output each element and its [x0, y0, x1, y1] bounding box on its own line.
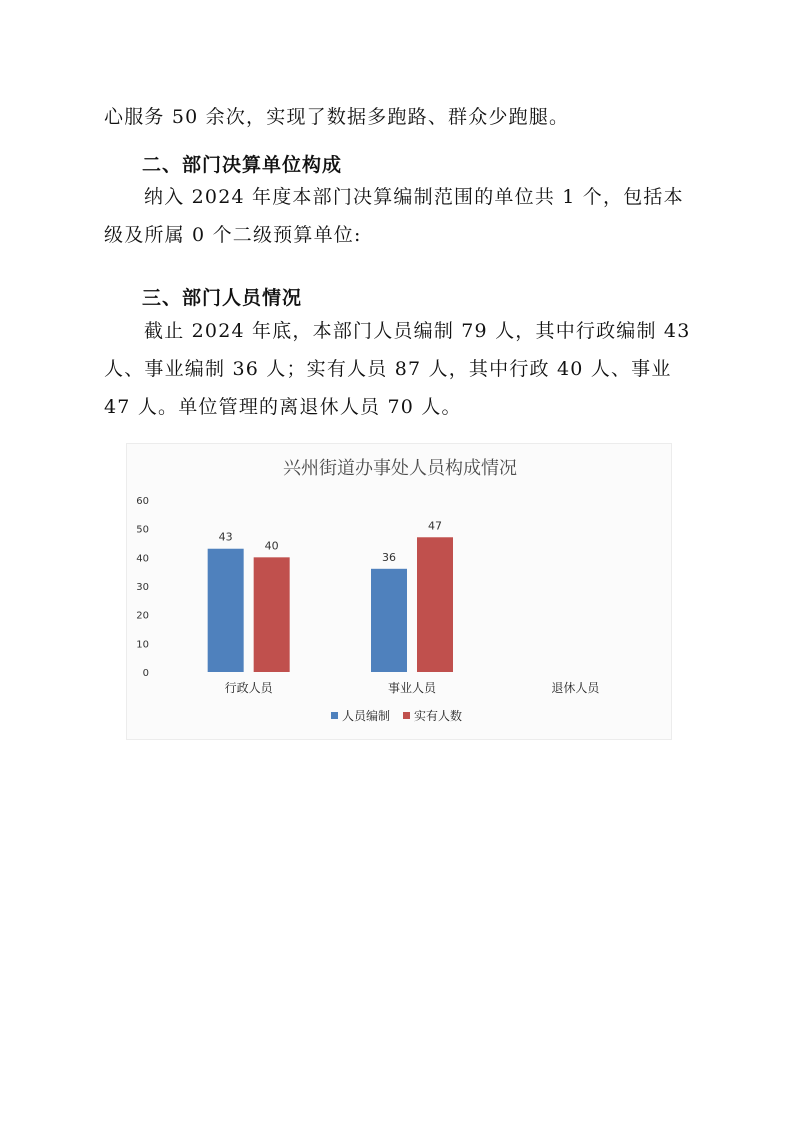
y-tick-label: 30: [136, 582, 149, 593]
bar-staff-quota: [371, 569, 407, 672]
section-heading-3: 三、部门人员情况: [142, 287, 303, 309]
legend-swatch: [331, 712, 338, 719]
data-label: 43: [218, 530, 233, 544]
chart-canvas: [127, 444, 673, 741]
section-heading-2: 二、部门决算单位构成: [142, 154, 343, 176]
paragraph-2: 纳入 2024 年度本部门决算编制范围的单位共 1 个，包括本级及所属 0 个二级预算单位:: [104, 186, 684, 246]
y-tick-label: 0: [142, 668, 149, 679]
y-tick-label: 10: [136, 639, 149, 651]
y-tick-label: 40: [136, 553, 149, 565]
data-label: 40: [264, 539, 279, 553]
x-category-label: 事业人员: [387, 681, 437, 695]
y-tick-label: 20: [136, 610, 149, 622]
personnel-chart: [126, 443, 672, 740]
legend-label: 人员编制: [342, 709, 391, 723]
bar-actual-count: [254, 557, 290, 672]
y-tick-label: 60: [136, 496, 149, 507]
legend-swatch: [403, 712, 410, 719]
paragraph-1: 心服务 50 余次，实现了数据多跑路、群众少跑腿。: [104, 106, 570, 128]
x-category-label: 行政人员: [224, 681, 273, 695]
data-label: 47: [428, 519, 442, 533]
bar-actual-count: [417, 537, 453, 672]
x-category-label: 退休人员: [551, 681, 600, 695]
bar-staff-quota: [208, 549, 244, 672]
data-label: 36: [382, 550, 396, 564]
chart-title: 兴州街道办事处人员构成情况: [283, 458, 517, 479]
paragraph-3: 截止 2024 年底，本部门人员编制 79 人，其中行政编制 43 人、事业编制 36 人；实有人员 87 人，其中行政 40 人、事业 47 人。单位管理的离退休人员 70 人。: [104, 320, 691, 418]
legend-label: 实有人数: [414, 709, 463, 723]
y-tick-label: 50: [136, 524, 149, 536]
